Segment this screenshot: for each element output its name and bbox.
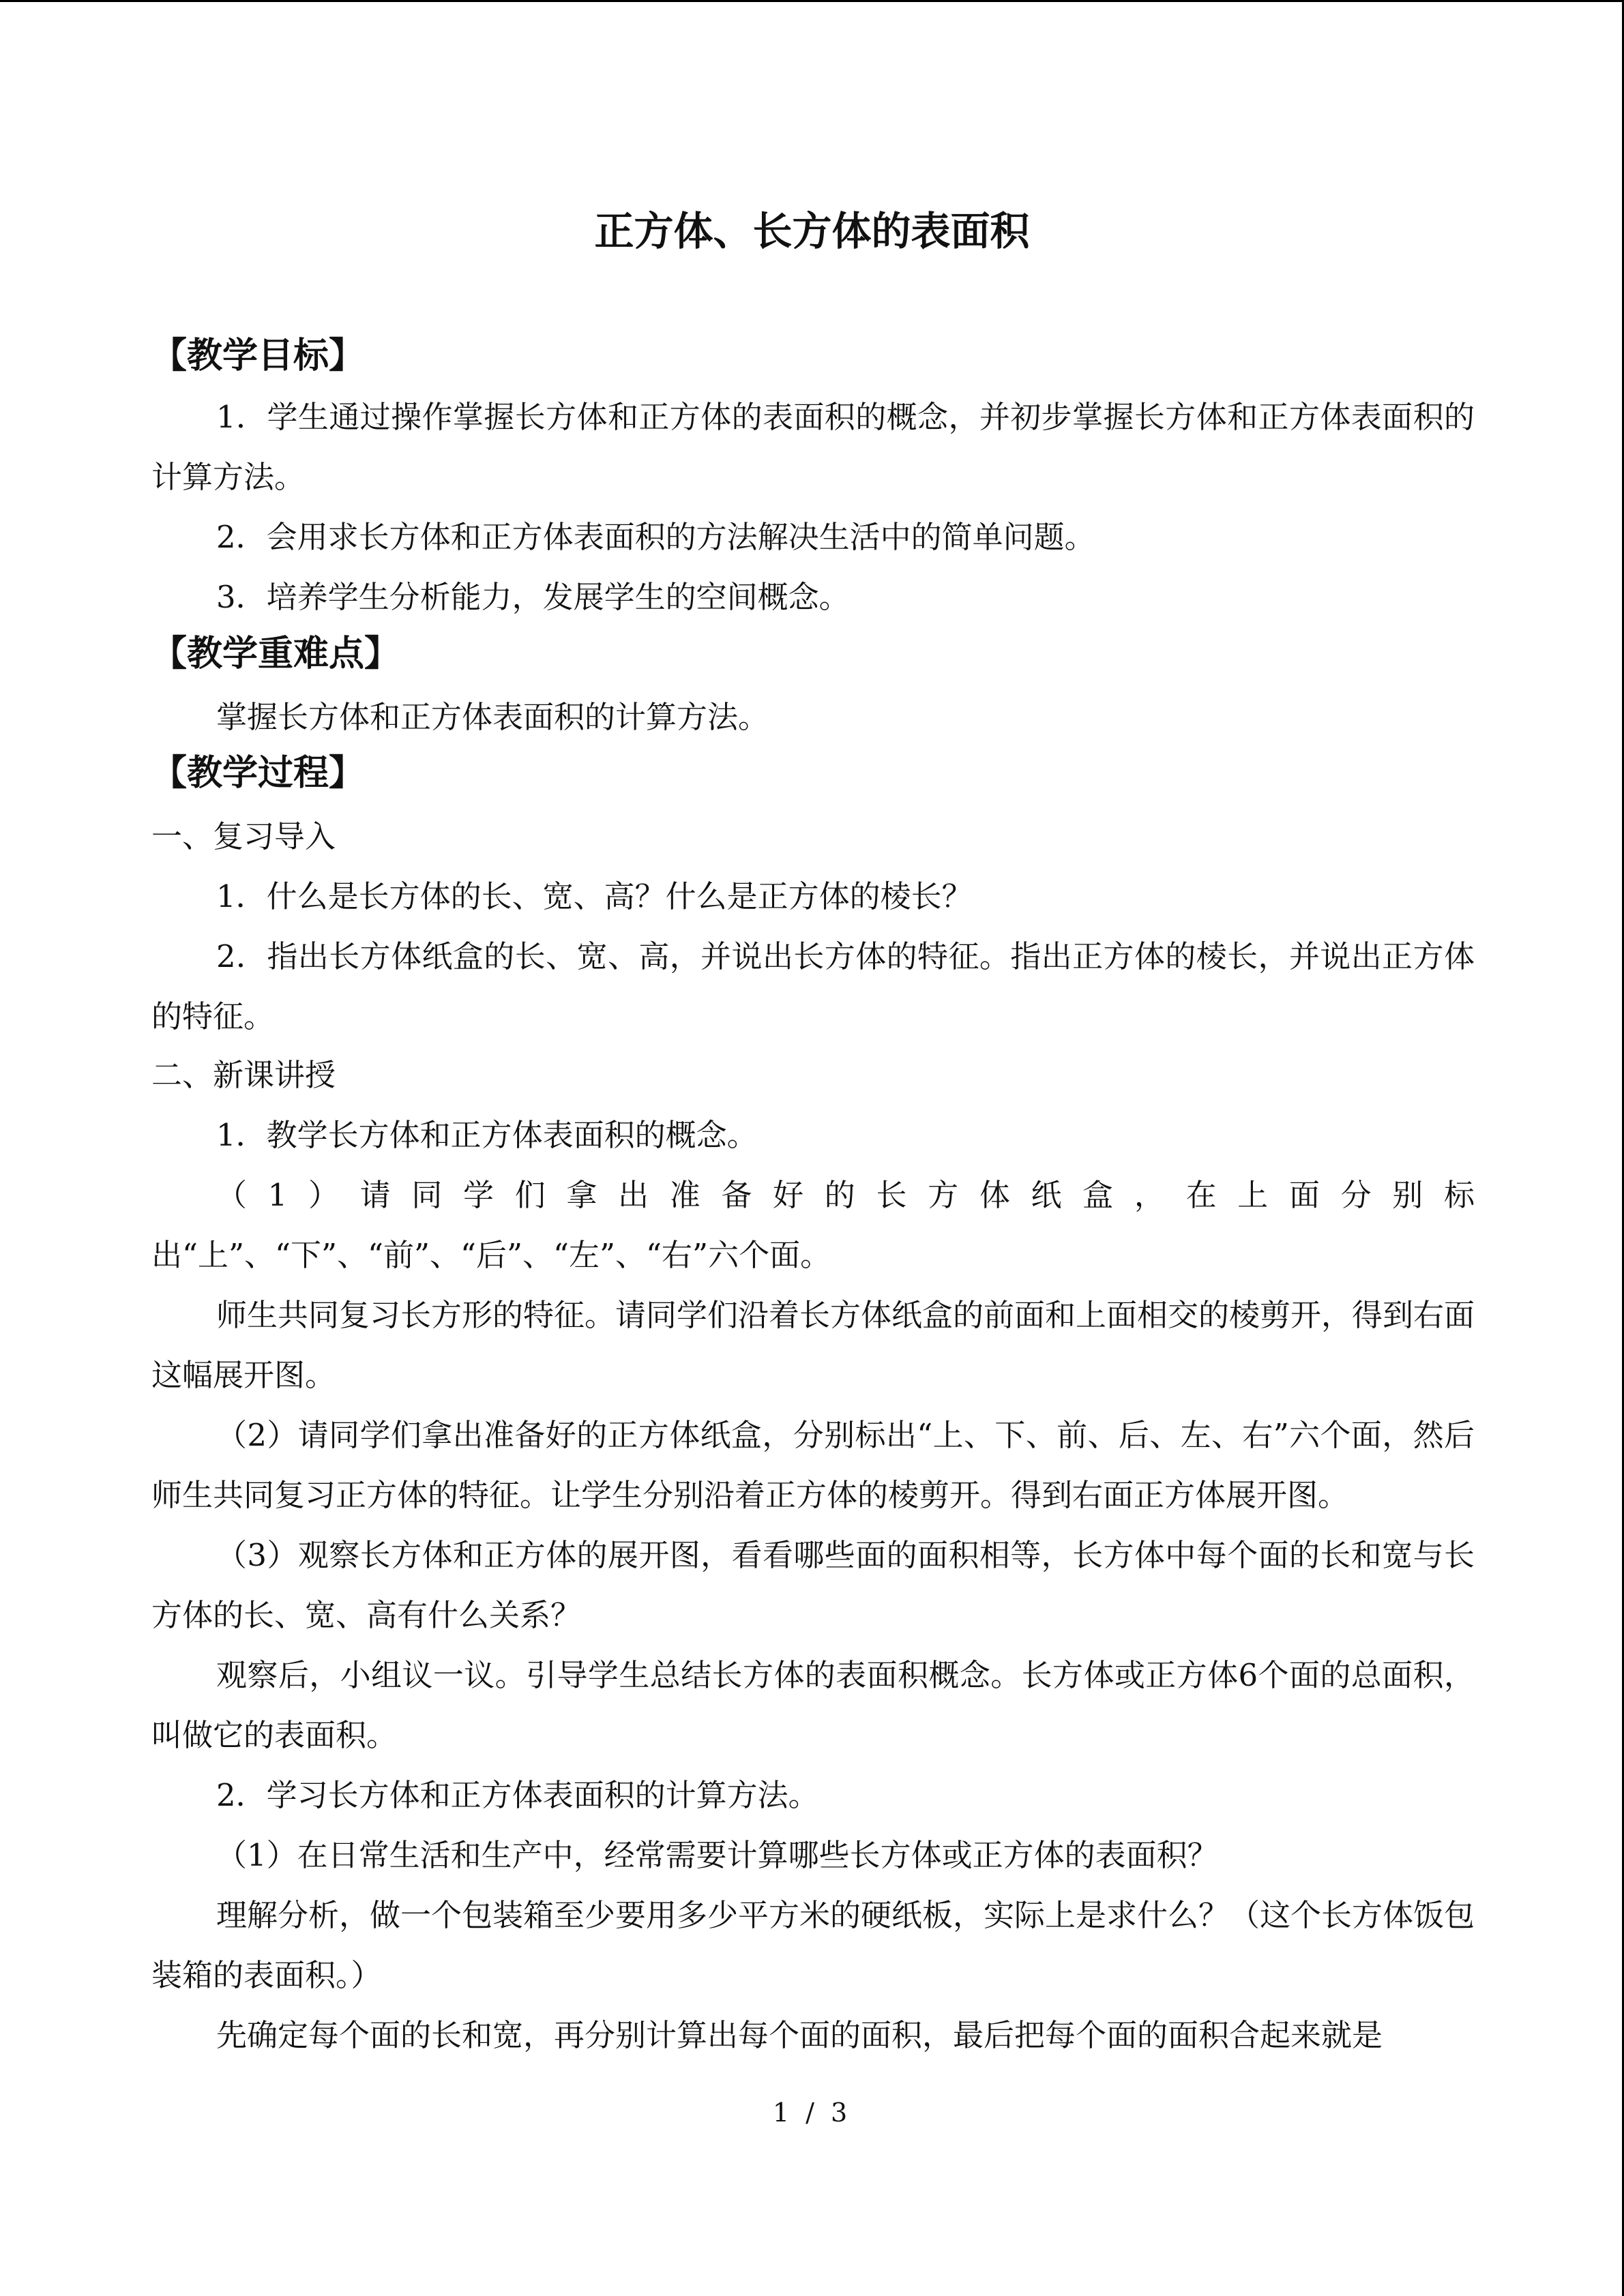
- key-points-text: 掌握长方体和正方体表面积的计算方法。: [216, 699, 769, 735]
- section-heading-goals: 【教学目标】: [151, 335, 365, 376]
- goal-item-1: 1．学生通过操作掌握长方体和正方体的表面积的概念，并初步掌握长方体和正方体表面积的计算方法。: [151, 399, 1475, 495]
- process-part2-para-2: （1）请同学们拿出准备好的长方体纸盒，在上面分别标出“上”、“下”、“前”、“后”、“左”、“右”六个面。: [151, 1177, 1475, 1273]
- process-part2-para-1: 1．教学长方体和正方体表面积的概念。: [216, 1117, 758, 1153]
- process-part1-title: 一、复习导入: [151, 818, 336, 854]
- section-heading-process: 【教学过程】: [151, 752, 365, 794]
- process-part1-item-2: 2．指出长方体纸盒的长、宽、高，并说出长方体的特征。指出正方体的棱长，并说出正方体的特征。: [151, 938, 1475, 1034]
- page-indicator: 1 / 3: [772, 2098, 852, 2128]
- process-part2-title: 二、新课讲授: [151, 1057, 336, 1093]
- process-part2-para-10: 先确定每个面的长和宽，再分别计算出每个面的面积，最后把每个面的面积合起来就是: [216, 2017, 1383, 2053]
- goal-item-2: 2．会用求长方体和正方体表面积的方法解决生活中的简单问题。: [216, 519, 1095, 555]
- goal-item-3: 3．培养学生分析能力，发展学生的空间概念。: [216, 579, 850, 615]
- process-part2-para-6: 观察后，小组议一议。引导学生总结长方体的表面积概念。长方体或正方体6个面的总面积，叫做它的表面积。: [151, 1657, 1475, 1753]
- process-part2-para-3: 师生共同复习长方形的特征。请同学们沿着长方体纸盒的前面和上面相交的棱剪开，得到右面这幅展开图。: [151, 1297, 1475, 1393]
- process-part1-item-1: 1．什么是长方体的长、宽、高？什么是正方体的棱长？: [216, 878, 973, 914]
- process-part2-para-7: 2．学习长方体和正方体表面积的计算方法。: [216, 1777, 819, 1813]
- process-part2-para-9: 理解分析，做一个包装箱至少要用多少平方米的硬纸板，实际上是求什么？（这个长方体饭包装箱的表面积。）: [151, 1897, 1475, 1993]
- process-part2-para-5: （3）观察长方体和正方体的展开图，看看哪些面的面积相等，长方体中每个面的长和宽与长方体的长、宽、高有什么关系？: [151, 1537, 1475, 1633]
- process-part2-para-8: （1）在日常生活和生产中，经常需要计算哪些长方体或正方体的表面积？: [216, 1837, 1218, 1873]
- process-part2-para-4: （2）请同学们拿出准备好的正方体纸盒，分别标出“上、下、前、后、左、右”六个面，然后师生共同复习正方体的特征。让学生分别沿着正方体的棱剪开。得到右面正方体展开图。: [151, 1417, 1475, 1513]
- section-heading-key-points: 【教学重难点】: [151, 633, 400, 674]
- page-title: 正方体、长方体的表面积: [594, 208, 1030, 254]
